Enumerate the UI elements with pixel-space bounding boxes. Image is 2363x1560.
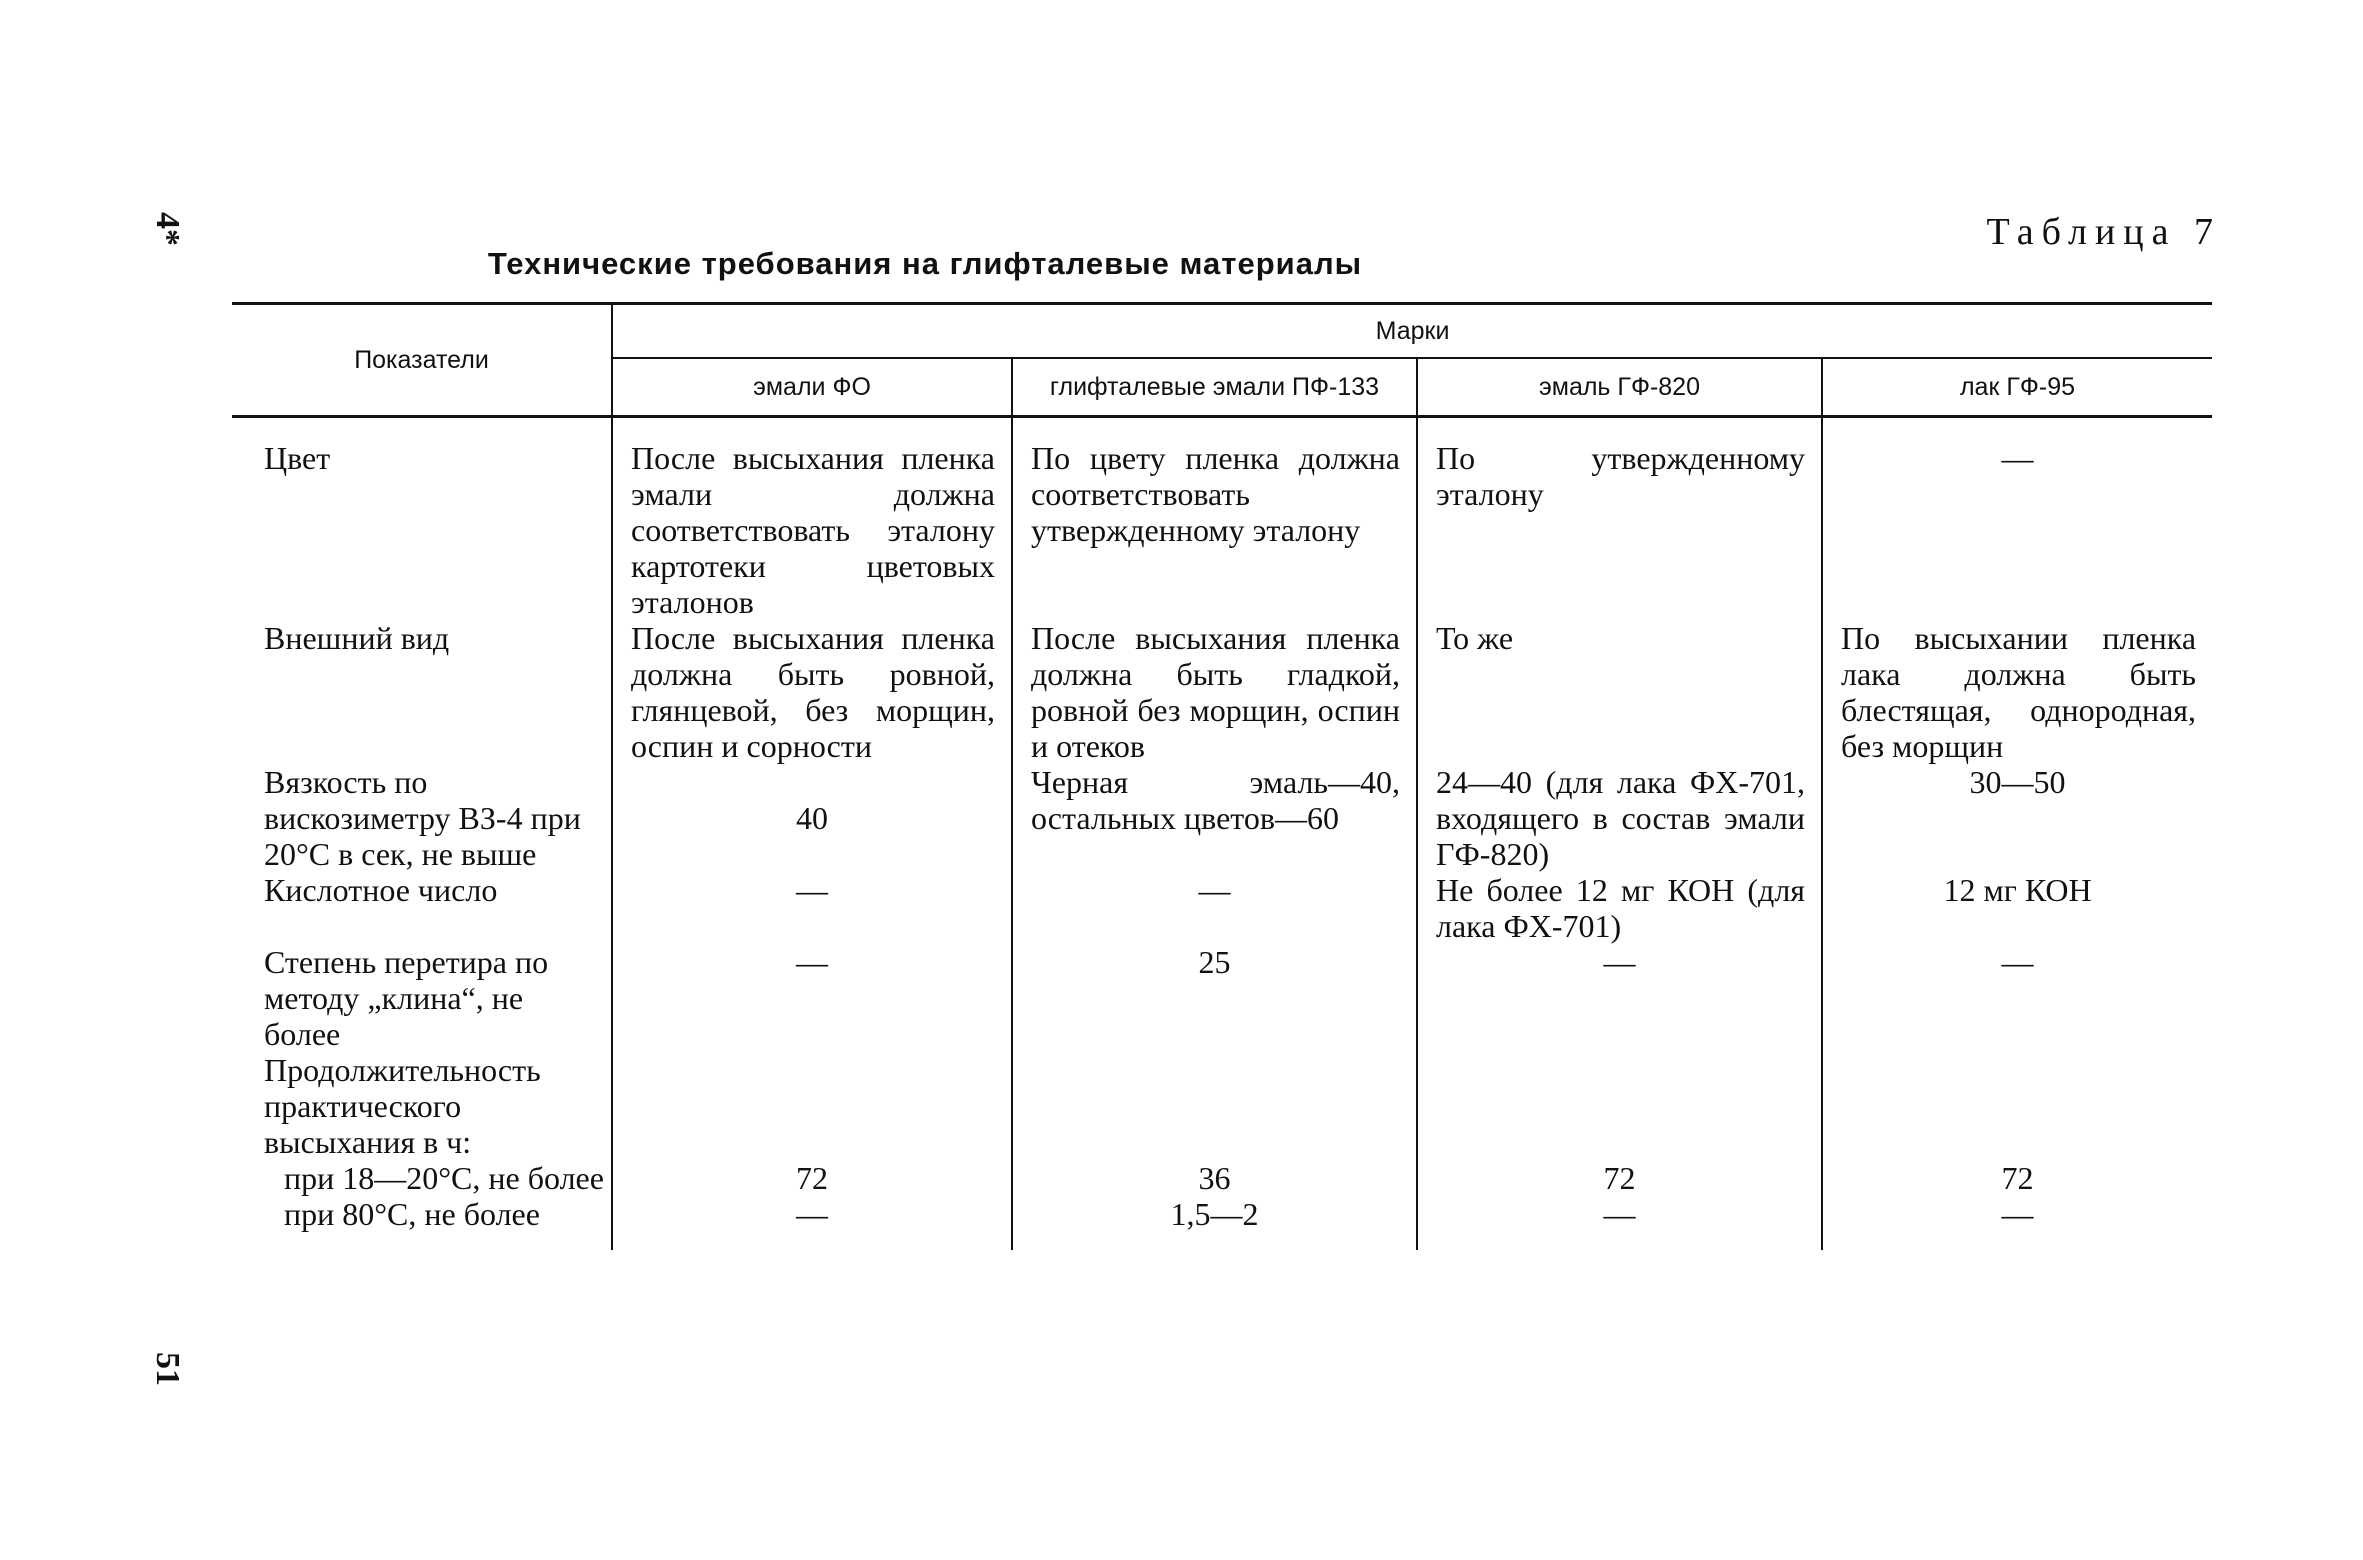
table-row-appearance xyxy=(232,620,2212,764)
header-brands-group: Марки xyxy=(612,304,2212,359)
value-cell: Черная эмаль—40, остальных цветов—60 xyxy=(1012,764,1417,872)
value-cell: — xyxy=(1822,1196,2212,1250)
value-cell: 40 xyxy=(612,764,1012,872)
header-parameter: Показатели xyxy=(232,304,612,417)
value-cell: — xyxy=(1822,944,2212,1052)
value-cell: — xyxy=(1417,1196,1822,1250)
value-cell: 36 xyxy=(1012,1160,1417,1196)
table-header xyxy=(232,304,2212,417)
value-cell xyxy=(1012,1052,1417,1160)
value-cell: — xyxy=(1012,872,1417,944)
value-cell: 30—50 xyxy=(1822,764,2212,872)
param-cell: Продолжительность практического высыхания в ч: xyxy=(264,1052,541,1160)
value-cell: Не более 12 мг КОН (для лака ФХ-701) xyxy=(1417,872,1822,944)
value-cell: После высыхания пленка эмали должна соответствовать эталону картотеки цветовых эталонов xyxy=(612,417,1012,621)
value-cell: — xyxy=(612,1196,1012,1250)
requirements-table-container xyxy=(232,302,2212,1250)
param-cell: при 80°С, не более xyxy=(284,1196,540,1232)
table-row-acid-number xyxy=(232,872,2212,944)
param-cell: Степень перетира по методу „клина“, не более xyxy=(264,944,549,1052)
value-cell: 72 xyxy=(1417,1160,1822,1196)
value-cell: То же xyxy=(1417,620,1822,764)
value-cell: 72 xyxy=(612,1160,1012,1196)
value-cell: После высыхания пленка должна быть гладкой, ровной без морщин, оспин и отеков xyxy=(1012,620,1417,764)
value-cell: После высыхания пленка должна быть ровной, глянцевой, без морщин, оспин и сорности xyxy=(612,620,1012,764)
table-row-viscosity xyxy=(232,764,2212,872)
param-cell: Внешний вид xyxy=(264,620,450,656)
table-row-drying-18-20 xyxy=(232,1160,2212,1196)
param-cell: Кислотное число xyxy=(264,872,498,908)
value-cell: — xyxy=(1417,944,1822,1052)
table-number-label: Таблица 7 xyxy=(1986,211,2221,253)
param-cell: при 18—20°С, не более xyxy=(284,1160,604,1196)
header-brand-fo: эмали ФО xyxy=(612,358,1012,417)
value-cell: 25 xyxy=(1012,944,1417,1052)
value-cell: — xyxy=(612,944,1012,1052)
table-row-drying-time xyxy=(232,1052,2212,1160)
value-cell xyxy=(1822,1052,2212,1160)
margin-signature-mark: 4* xyxy=(149,212,186,246)
param-cell: Цвет xyxy=(264,440,331,476)
table-title: Технические требования на глифталевые материалы xyxy=(487,246,1363,281)
param-cell: Вязкость по вискозиметру ВЗ-4 при 20°С в сек, не выше xyxy=(264,764,581,872)
value-cell: 1,5—2 xyxy=(1012,1196,1417,1250)
header-brand-gf95: лак ГФ-95 xyxy=(1822,358,2212,417)
value-cell: По цвету пленка должна соответствовать утвержденному эталону xyxy=(1012,417,1417,621)
value-cell: 24—40 (для лака ФХ-701, входящего в состав эмали ГФ-820) xyxy=(1417,764,1822,872)
header-brand-pf133: глифталевые эмали ПФ-133 xyxy=(1012,358,1417,417)
table-row-grind-degree xyxy=(232,944,2212,1052)
value-cell: 12 мг КОН xyxy=(1822,872,2212,944)
requirements-table xyxy=(232,302,2212,1250)
value-cell: По высыхании пленка лака должна быть блестящая, однородная, без морщин xyxy=(1822,620,2212,764)
value-cell: — xyxy=(1822,417,2212,621)
table-body xyxy=(232,417,2212,1251)
value-cell: По утвержденному эталону xyxy=(1417,417,1822,621)
value-cell: 72 xyxy=(1822,1160,2212,1196)
page-number: 51 xyxy=(149,1352,186,1386)
value-cell xyxy=(1417,1052,1822,1160)
value-cell: — xyxy=(612,872,1012,944)
header-brand-gf820: эмаль ГФ-820 xyxy=(1417,358,1822,417)
table-row-color xyxy=(232,417,2212,621)
table-row-drying-80 xyxy=(232,1196,2212,1250)
value-cell xyxy=(612,1052,1012,1160)
